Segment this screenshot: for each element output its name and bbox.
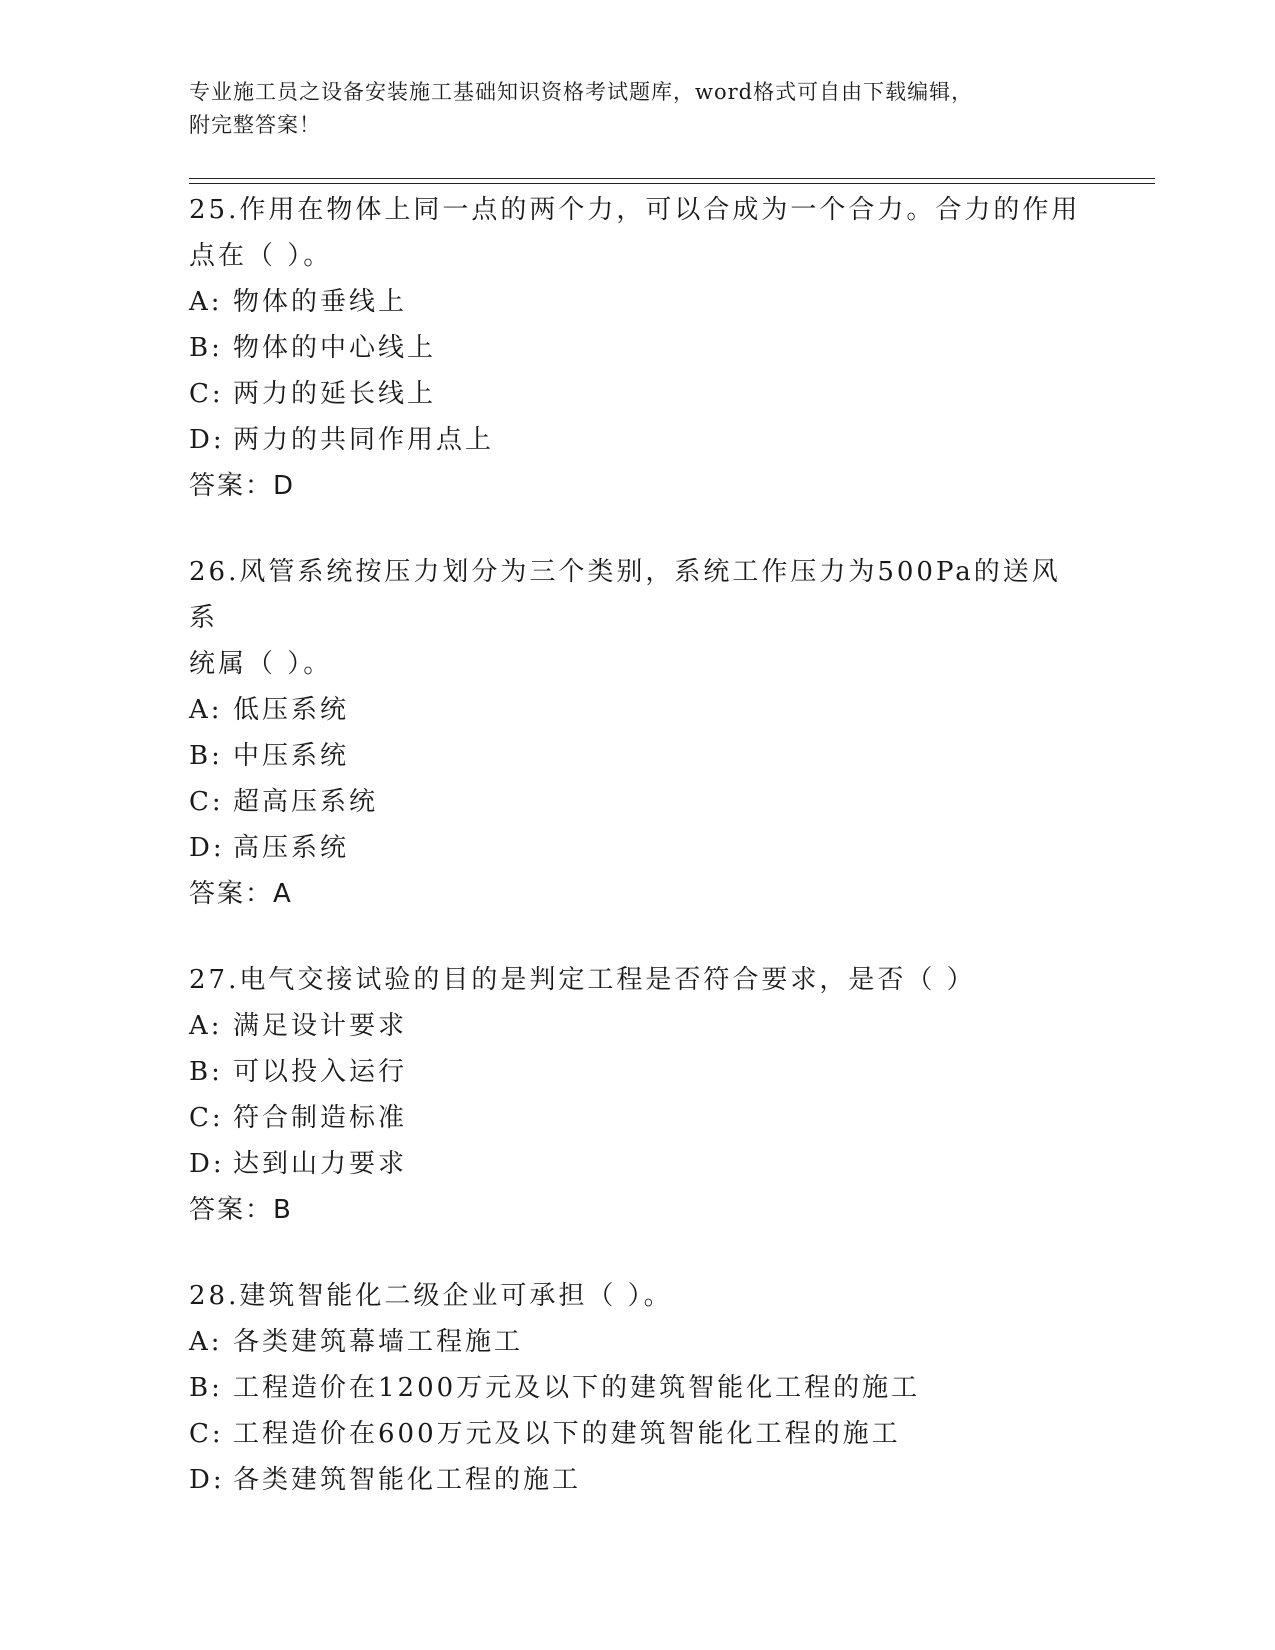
header-divider-bottom bbox=[189, 183, 1155, 184]
answer-label: 答案：B bbox=[189, 1195, 293, 1225]
option-letter: B: bbox=[189, 1373, 223, 1403]
option-b bbox=[189, 1049, 1089, 1095]
option-letter: A: bbox=[189, 1011, 223, 1041]
option-text: 达到山力要求 bbox=[233, 1149, 408, 1179]
header-line-1: 专业施工员之设备安装施工基础知识资格考试题库，word格式可自由下载编辑， bbox=[189, 80, 974, 104]
option-letter: C: bbox=[189, 1419, 224, 1449]
option-text: 符合制造标准 bbox=[233, 1103, 408, 1133]
question-stem-line: 26.风管系统按压力划分为三个类别，系统工作压力为500Pa的送风系 bbox=[189, 557, 1061, 633]
question-stem-line: 28.建筑智能化二级企业可承担（ ）。 bbox=[189, 1281, 673, 1311]
option-d bbox=[189, 1141, 1089, 1187]
option-text: 各类建筑智能化工程的施工 bbox=[233, 1465, 582, 1495]
question-27 bbox=[189, 957, 1089, 1233]
option-c bbox=[189, 371, 1089, 417]
option-text: 工程造价在600万元及以下的建筑智能化工程的施工 bbox=[233, 1419, 901, 1449]
option-d bbox=[189, 417, 1089, 463]
question-list bbox=[189, 187, 1089, 1543]
option-a bbox=[189, 687, 1089, 733]
option-text: 物体的中心线上 bbox=[233, 333, 437, 363]
option-letter: D: bbox=[189, 833, 225, 863]
option-text: 两力的延长线上 bbox=[233, 379, 437, 409]
option-letter: D: bbox=[189, 1465, 225, 1495]
option-letter: C: bbox=[189, 787, 224, 817]
option-c bbox=[189, 1095, 1089, 1141]
header-line-2: 附完整答案！ bbox=[189, 113, 321, 137]
option-letter: A: bbox=[189, 287, 223, 317]
option-text: 各类建筑幕墙工程施工 bbox=[233, 1327, 524, 1357]
option-letter: B: bbox=[189, 1057, 223, 1087]
answer-label: 答案：D bbox=[189, 471, 296, 501]
option-b bbox=[189, 325, 1089, 371]
option-text: 工程造价在1200万元及以下的建筑智能化工程的施工 bbox=[233, 1373, 921, 1403]
option-text: 物体的垂线上 bbox=[233, 287, 408, 317]
option-c bbox=[189, 779, 1089, 825]
option-text: 高压系统 bbox=[233, 833, 350, 863]
option-letter: A: bbox=[189, 695, 223, 725]
option-text: 满足设计要求 bbox=[233, 1011, 408, 1041]
option-d bbox=[189, 825, 1089, 871]
option-text: 可以投入运行 bbox=[233, 1057, 408, 1087]
answer-label: 答案：A bbox=[189, 879, 293, 909]
question-26 bbox=[189, 549, 1089, 917]
option-letter: D: bbox=[189, 425, 225, 455]
option-b bbox=[189, 733, 1089, 779]
option-text: 低压系统 bbox=[233, 695, 350, 725]
option-letter: A: bbox=[189, 1327, 223, 1357]
option-letter: B: bbox=[189, 741, 223, 771]
option-letter: C: bbox=[189, 379, 224, 409]
option-text: 中压系统 bbox=[233, 741, 350, 771]
option-letter: C: bbox=[189, 1103, 224, 1133]
question-stem-line: 27.电气交接试验的目的是判定工程是否符合要求，是否（ ） bbox=[189, 965, 976, 995]
question-stem-line: 点在（ ）。 bbox=[189, 241, 333, 271]
question-stem-line: 25.作用在物体上同一点的两个力，可以合成为一个合力。合力的作用 bbox=[189, 195, 1081, 225]
option-b bbox=[189, 1365, 1089, 1411]
option-letter: B: bbox=[189, 333, 223, 363]
option-d bbox=[189, 1457, 1089, 1503]
option-a bbox=[189, 279, 1089, 325]
header-divider-top bbox=[189, 178, 1155, 179]
option-text: 超高压系统 bbox=[233, 787, 379, 817]
option-text: 两力的共同作用点上 bbox=[233, 425, 495, 455]
option-a bbox=[189, 1003, 1089, 1049]
option-a bbox=[189, 1319, 1089, 1365]
question-25 bbox=[189, 187, 1089, 509]
option-c bbox=[189, 1411, 1089, 1457]
question-28 bbox=[189, 1273, 1089, 1503]
question-stem-line: 统属（ ）。 bbox=[189, 649, 333, 679]
document-header bbox=[189, 76, 1069, 142]
option-letter: D: bbox=[189, 1149, 225, 1179]
